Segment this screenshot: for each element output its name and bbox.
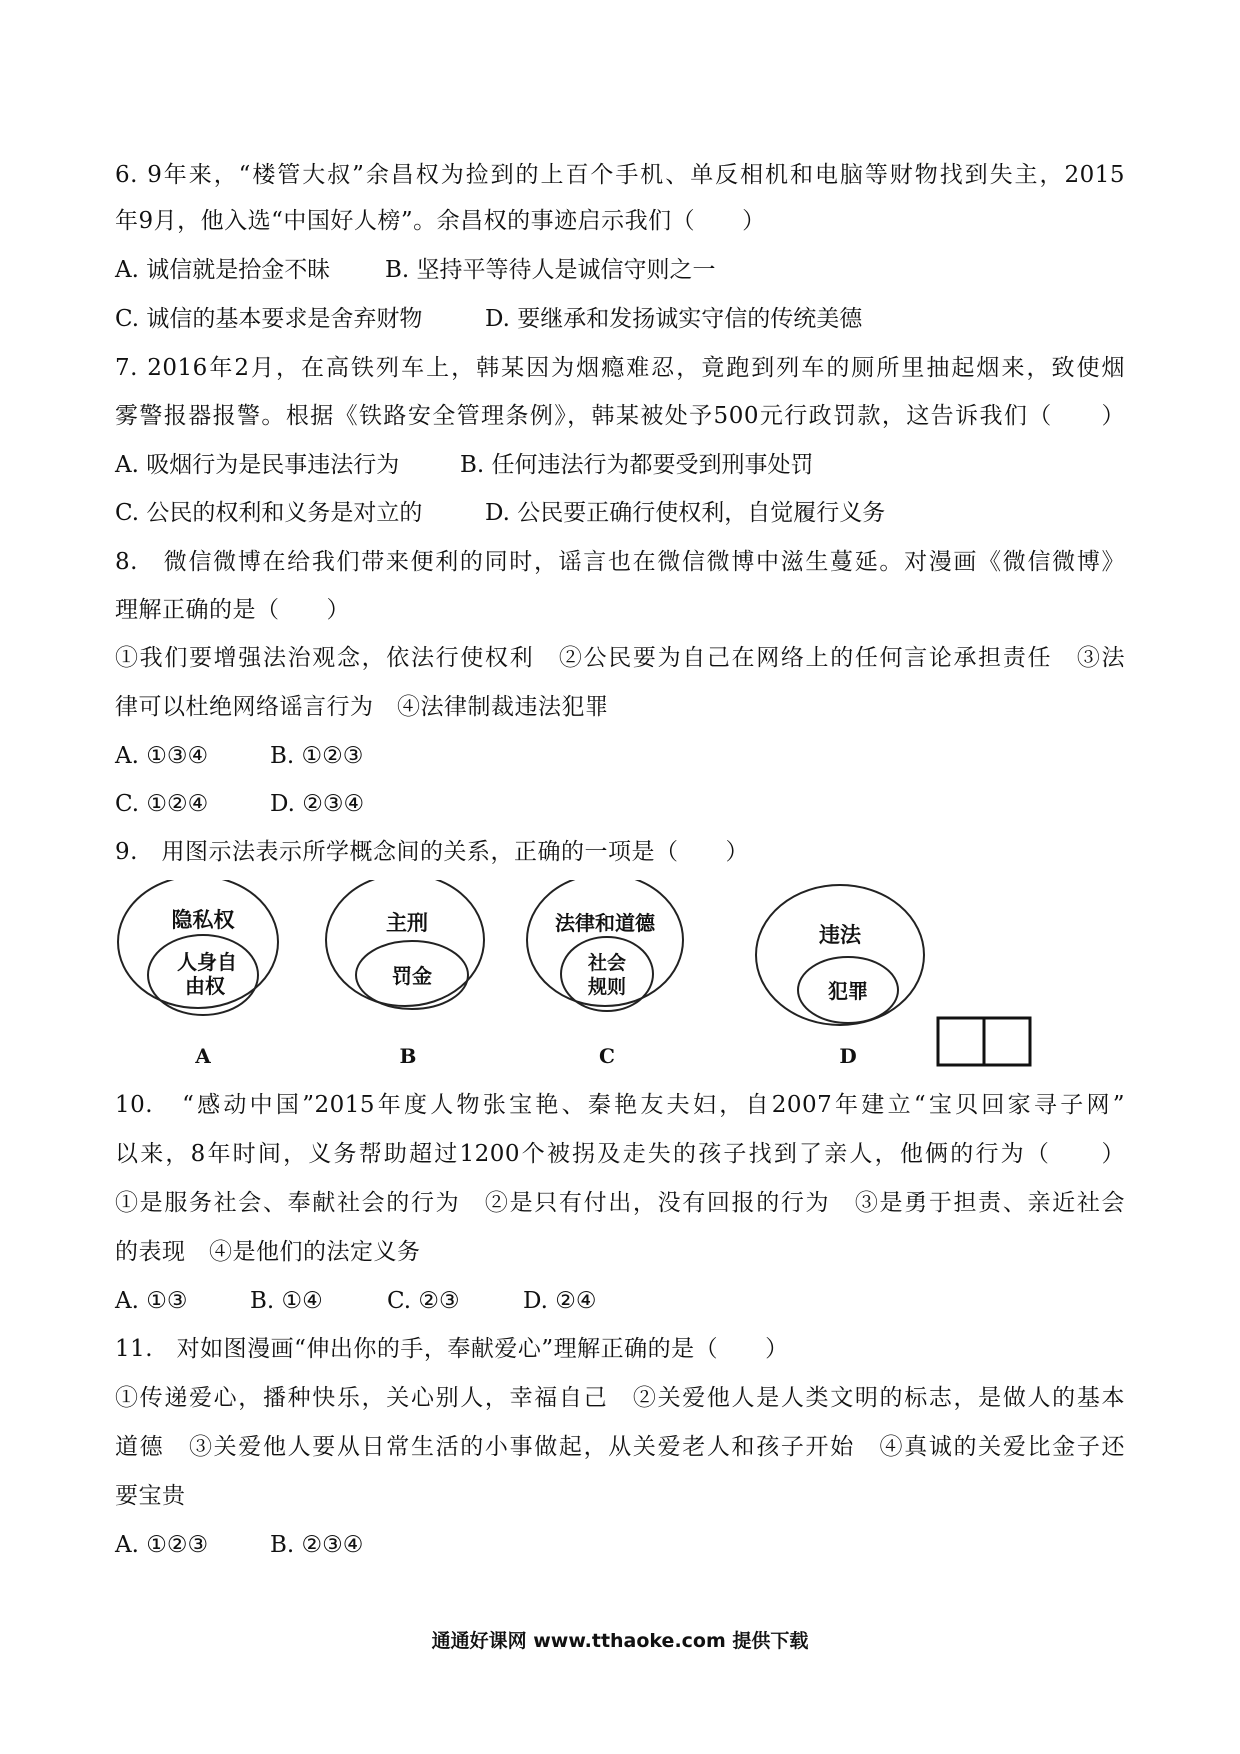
q7-option-d: D. 公民要正确行使权利，自觉履行义务	[485, 500, 886, 526]
q8-stem-line2: 理解正确的是（ ）	[115, 597, 350, 623]
q11-option-a: A. ①②③	[115, 1532, 209, 1558]
diagram-c-inner-label-1: 社会	[587, 952, 627, 974]
q11-stem: 11. 对如图漫画“伸出你的手，奉献爱心”理解正确的是（ ）	[115, 1336, 789, 1362]
q10-stem-line2: 以来，8年时间，义务帮助超过1200个被拐及走失的孩子找到了亲人，他俩的行为（ ）	[115, 1141, 1125, 1167]
diagram-a-letter: A	[195, 1044, 211, 1068]
q9-stem: 9. 用图示法表示所学概念间的关系，正确的一项是（ ）	[115, 839, 749, 865]
q8-option-c: C. ①②④	[115, 791, 209, 817]
diagram-c	[527, 880, 683, 1068]
q10-option-a: A. ①③	[115, 1288, 188, 1314]
diagram-c-inner-label-2: 规则	[587, 976, 627, 998]
diagram-d	[756, 885, 924, 1068]
q8-option-d: D. ②③④	[270, 791, 365, 817]
diagram-a-outer-label: 隐私权	[171, 908, 235, 932]
diagram-d-outer-label: 违法	[819, 923, 861, 947]
q7-option-b: B. 任何违法行为都要受到刑事处罚	[460, 452, 814, 478]
diagram-a	[118, 880, 278, 1068]
q10-items-line2: 的表现 ④是他们的法定义务	[115, 1239, 421, 1265]
diagram-a-inner-label-2: 由权	[185, 974, 225, 998]
q10-stem-line1: 10. “感动中国”2015年度人物张宝艳、秦艳友夫妇，自2007年建立“宝贝回家寻子网”	[115, 1092, 1125, 1118]
answer-box-2	[984, 1018, 1030, 1065]
diagram-d-outer-circle	[756, 885, 924, 1025]
q6-option-d: D. 要继承和发扬诚实守信的传统美德	[485, 306, 863, 332]
q6-option-c: C. 诚信的基本要求是舍弃财物	[115, 306, 423, 332]
q6-option-b: B. 坚持平等待人是诚信守则之一	[385, 257, 716, 283]
diagram-d-inner-label: 犯罪	[828, 979, 868, 1003]
q8-items-line2: 律可以杜绝网络谣言行为 ④法律制裁违法犯罪	[115, 694, 609, 720]
diagram-c-letter: C	[599, 1044, 615, 1068]
q10-option-d: D. ②④	[523, 1288, 597, 1314]
diagram-c-outer-label: 法律和道德	[555, 911, 655, 935]
diagram-d-letter: D	[839, 1044, 857, 1068]
q11-items-line1: ①传递爱心，播种快乐，关心别人，幸福自己 ②关爱他人是人类文明的标志，是做人的基本	[115, 1385, 1125, 1411]
q8-items-line1: ①我们要增强法治观念，依法行使权利 ②公民要为自己在网络上的任何言论承担责任 ③法	[115, 645, 1125, 671]
diagram-a-inner-label-1: 人身自	[177, 950, 237, 974]
q8-option-a: A. ①③④	[115, 743, 209, 769]
answer-box-1	[938, 1018, 984, 1065]
q8-option-b: B. ①②③	[270, 743, 364, 769]
q7-option-c: C. 公民的权利和义务是对立的	[115, 500, 423, 526]
q10-items-line1: ①是服务社会、奉献社会的行为 ②是只有付出，没有回报的行为 ③是勇于担责、亲近社会	[115, 1190, 1125, 1216]
q7-stem-line2: 雾警报器报警。根据《铁路安全管理条例》，韩某被处予500元行政罚款，这告诉我们（ ）	[115, 403, 1125, 429]
q11-items-line2: 道德 ③关爱他人要从日常生活的小事做起，从关爱老人和孩子开始 ④真诚的关爱比金子还	[115, 1434, 1125, 1460]
q11-items-line3: 要宝贵	[115, 1483, 186, 1509]
q11-option-b: B. ②③④	[270, 1532, 364, 1558]
diagram-b-outer-label: 主刑	[386, 911, 428, 935]
q7-stem-line1: 7. 2016年2月，在高铁列车上，韩某因为烟瘾难忍，竟跑到列车的厕所里抽起烟来，致使烟	[115, 355, 1125, 381]
diagram-c-inner-circle	[561, 937, 653, 1011]
q10-option-c: C. ②③	[387, 1288, 460, 1314]
diagram-b-letter: B	[399, 1044, 417, 1068]
q8-stem-line1: 8. 微信微博在给我们带来便利的同时，谣言也在微信微博中滋生蔓延。对漫画《微信微博》	[115, 549, 1125, 575]
q10-option-b: B. ①④	[250, 1288, 323, 1314]
q6-stem-line1: 6. 9年来，“楼管大叔”余昌权为捡到的上百个手机、单反相机和电脑等财物找到失主，2015	[115, 162, 1125, 188]
diagram-b-inner-label: 罚金	[392, 964, 432, 988]
q6-stem-line2: 年9月，他入选“中国好人榜”。余昌权的事迹启示我们（ ）	[115, 208, 766, 234]
diagram-b	[326, 880, 484, 1068]
page-footer: 通通好课网 www.tthaoke.com 提供下载	[431, 1630, 809, 1652]
q6-option-a: A. 诚信就是拾金不昧	[115, 257, 331, 283]
q7-option-a: A. 吸烟行为是民事违法行为	[115, 452, 400, 478]
q9-concept-diagrams	[115, 880, 1055, 1080]
